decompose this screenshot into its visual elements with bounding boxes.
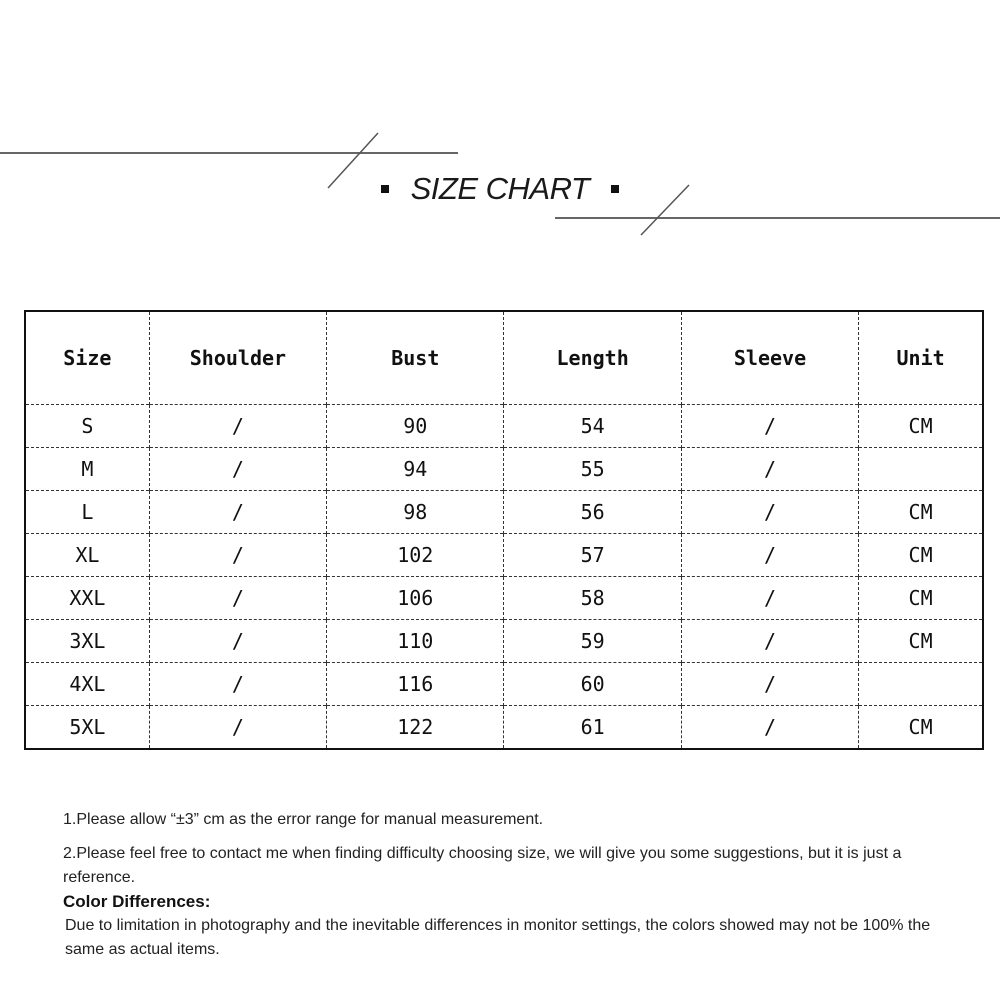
- table-cell: CM: [859, 620, 983, 663]
- table-cell: 102: [327, 534, 504, 577]
- table-cell: CM: [859, 534, 983, 577]
- table-cell: XL: [25, 534, 149, 577]
- contact-note: 2.Please feel free to contact me when finding difficulty choosing size, we will give you some suggestions, but it is just a reference.: [63, 845, 902, 886]
- table-cell: /: [681, 663, 858, 706]
- table-row: [25, 534, 983, 577]
- size-table: [24, 310, 984, 750]
- table-cell: S: [25, 405, 149, 448]
- color-differences-text: Due to limitation in photography and the inevitable differences in monitor settings, the colors showed may not be 100% the same as actual items.: [65, 917, 931, 958]
- column-header: Length: [504, 311, 681, 405]
- table-cell: 3XL: [25, 620, 149, 663]
- table-cell: L: [25, 491, 149, 534]
- page-title: SIZE CHART: [410, 171, 590, 206]
- table-cell: /: [681, 405, 858, 448]
- table-cell: /: [681, 577, 858, 620]
- table-row: [25, 491, 983, 534]
- table-cell: /: [149, 405, 326, 448]
- table-cell: 106: [327, 577, 504, 620]
- table-row: [25, 405, 983, 448]
- table-cell: /: [681, 706, 858, 750]
- table-cell: 5XL: [25, 706, 149, 750]
- column-header: Bust: [327, 311, 504, 405]
- table-cell: 58: [504, 577, 681, 620]
- table-cell: 90: [327, 405, 504, 448]
- table-cell: /: [149, 534, 326, 577]
- table-cell: /: [149, 620, 326, 663]
- table-cell: [859, 663, 983, 706]
- table-cell: CM: [859, 577, 983, 620]
- table-row: [25, 448, 983, 491]
- table-cell: /: [681, 534, 858, 577]
- table-row: [25, 577, 983, 620]
- table-cell: CM: [859, 706, 983, 750]
- table-row: [25, 663, 983, 706]
- table-cell: /: [149, 448, 326, 491]
- table-cell: 56: [504, 491, 681, 534]
- measurement-note: 1.Please allow “±3” cm as the error range for manual measurement.: [63, 811, 544, 828]
- table-cell: 57: [504, 534, 681, 577]
- table-cell: /: [149, 663, 326, 706]
- table-header-row: [25, 311, 983, 405]
- table-cell: 94: [327, 448, 504, 491]
- table-cell: [859, 448, 983, 491]
- table-cell: CM: [859, 491, 983, 534]
- table-cell: /: [149, 491, 326, 534]
- column-header: Sleeve: [681, 311, 858, 405]
- table-cell: /: [681, 491, 858, 534]
- table-cell: 55: [504, 448, 681, 491]
- table-cell: M: [25, 448, 149, 491]
- table-cell: /: [681, 620, 858, 663]
- table-cell: 59: [504, 620, 681, 663]
- table-cell: 122: [327, 706, 504, 750]
- color-differences-heading: Color Differences:: [63, 892, 211, 911]
- column-header: Size: [63, 346, 112, 370]
- table-cell: /: [149, 577, 326, 620]
- square-bullet-icon: [381, 185, 389, 193]
- table-cell: 110: [327, 620, 504, 663]
- table-cell: /: [149, 706, 326, 750]
- table-cell: 61: [504, 706, 681, 750]
- table-cell: /: [681, 448, 858, 491]
- table-row: [25, 620, 983, 663]
- notes-section: [63, 808, 943, 962]
- table-cell: 116: [327, 663, 504, 706]
- table-cell: XXL: [25, 577, 149, 620]
- column-header: Unit: [859, 311, 983, 405]
- table-cell: 60: [504, 663, 681, 706]
- table-cell: 4XL: [25, 663, 149, 706]
- table-cell: 98: [327, 491, 504, 534]
- table-cell: CM: [859, 405, 983, 448]
- column-header: Shoulder: [149, 311, 326, 405]
- square-bullet-icon: [611, 185, 619, 193]
- table-row: [25, 706, 983, 750]
- size-chart-header: [0, 164, 1000, 214]
- table-cell: 54: [504, 405, 681, 448]
